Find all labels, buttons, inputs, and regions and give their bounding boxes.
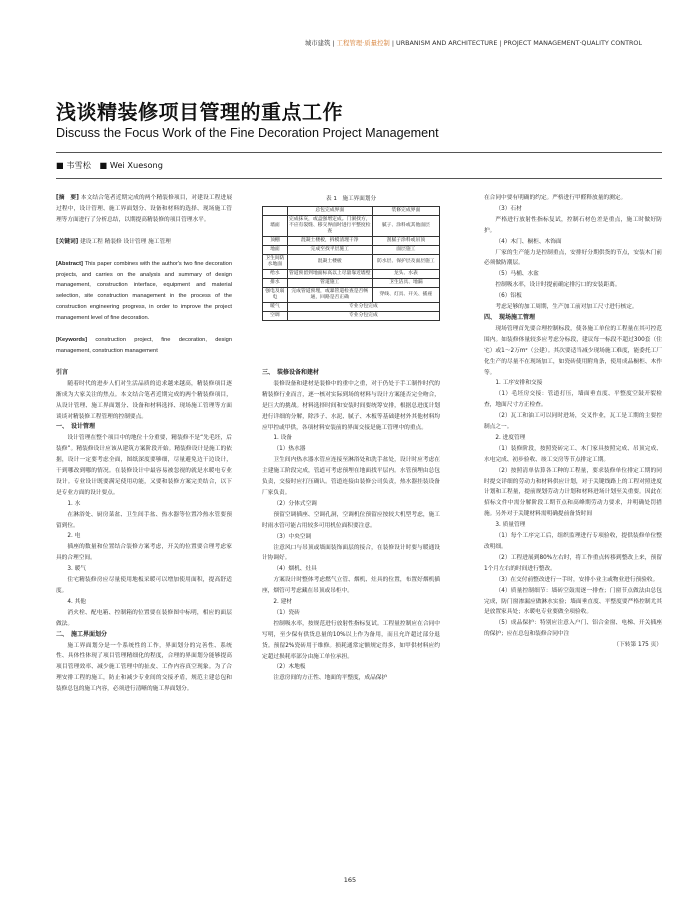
paragraph: 施工界面划分是一个系统性的工作，界面划分的完善性、系统性、具体性体现了项目管理精细化的程度，合理的界面划分能够提高项目管理效率、减少施工管理中的扯皮、工作内容真空现象。为了合理安排工程的施工，防止和减少专业间的交接矛盾，规范主建总包和装修总包的施工内容，必须进行清晰的施工界面划分。 [56,642,232,693]
header-journal: 城市建筑 [304,39,331,47]
paragraph: 控制吸水率，设计时提前确定排污口的安装距离。 [495,282,621,289]
table-row [263,255,440,270]
header-divider: | [332,39,335,47]
table-cell: 防水层、保护层及面层施工 [372,255,439,270]
table-header-cell: 总包完成界面 [287,207,372,216]
table-row [263,312,440,321]
column-middle [262,368,440,898]
paragraph: （2）按照清单估算各工种的工程量，要求装修单位排定工期的同时提交详细的劳动力和材料供应计划，对于关键线路上的工程对照进度计划和工程量，提前规划劳动力计划和材料进场计划至关重要。因此在招标文件中需分解阶段工期节点和高峰期劳动力要求，并明确处罚措施。另外对于关键材料需明确提前备货时间 [484,467,662,518]
header-column: 工程管理·质量控制 [336,39,390,47]
table-title: 表 1 施工界面划分 [325,196,377,202]
paragraph: 在合同中要有明确的约定。严格进行甲醛释放量的测定。 [484,195,627,201]
abstract-cn-label: [摘 要] [56,195,79,201]
table [262,206,440,321]
subheading: （4）木门、橱柜、木饰面 [495,238,562,245]
table-cell: 空调 [263,312,288,321]
paragraph: 现场管理首先要合理控制标段，使各施工单位的工程量在其可控范围内。如装修体量较多应考虑分标段，建议每一标段不超过300套（住宅）或1～2万m²（公建）。其次要适当减少现场施工难度，能委托工厂化生产的尽量不在现场加工，如瓷砖使用附角条，使用成品橱柜、木作等。 [484,325,662,376]
abstract-en [56,259,232,324]
table-cell: 强电及弱电 [263,288,288,303]
subheading: （5）马桶、水盆 [495,271,539,278]
paragraph: （2）工程进展到80%左右时，将工作重点转移到整改上来，预留1个月左右的时间进行整改。 [484,554,662,572]
table-cell: 面层施工 [372,246,439,255]
table-row [263,279,440,288]
keywords-cn-text: 建设工程 精装修 设计管理 施工管理 [80,238,171,245]
table-cell: 卫生间防水地面 [263,255,288,270]
abstract-en-text: This paper combines with the author's two fine decoration projects, and carries on the analysis and summary of design management, construction interface, equipment and material selection, site construction management in the process of the construction engineering progress, in order to improve the project management level of fine decoration. [56,260,232,322]
table-header-row [263,207,440,216]
subheading: （2）分体式空调 [273,500,317,507]
paragraph: （2）瓦工和油工可以同时进场，交叉作业，瓦工是工期的主要控制点之一。 [484,413,662,431]
table-row [263,270,440,279]
subheading: （6）铝板 [495,293,522,300]
subheading: 4. 其他 [67,598,86,605]
paragraph: 控制吸水率，按规范进行放射性指标复试。工程量控制应在合同中写明，至少保有供货总量的10%以上作为备用，而且允许超过部分退货。预留2%瓷砖用于维修。损耗通常定额规定得多，如甲供材料应约定超过损耗率部分由施工单位承担。 [262,620,440,660]
subheading: 2. 电 [67,533,81,540]
paragraph: （3）在交付前整改进行一手时，安排小业主或物业进行预验收。 [495,576,659,583]
keywords-en-label: [Keywords] [56,337,87,344]
table-cell: 给水 [263,270,288,279]
subheading: 1. 水 [67,500,81,507]
paragraph: 厂家的生产能力是控制重点，安排好分期供货的节点，安装木门前必须做防潮层。 [484,249,662,267]
table-cell: 管道施工 [287,279,372,288]
table-cell: 排水 [263,279,288,288]
author-marker-icon: ■ [99,160,108,170]
paragraph: （1）每个工序完工后，组织监理进行专项验收，提供装修单位整改明细。 [484,533,662,550]
header-divider: | [391,39,394,47]
table-cell: 完成至找平层施工 [287,246,372,255]
keywords-en [56,335,232,357]
subheading: （3）中央空调 [273,533,312,540]
table-cell: 混凝土楼板 [287,255,372,270]
subheading: （1）热水器 [273,446,306,453]
header-english: URBANISM AND ARCHITECTURE | PROJECT MANAGEMENT·QUALITY CONTROL [396,39,642,47]
subheading: 1. 设备 [273,435,292,442]
section-heading: 三、 装修设备和建材 [262,369,320,376]
paragraph: 卫生间内热水器水管应连接至淋浴处和洗手盆处，设计时应考虑在主建施工阶段完成，管道可考虑预埋在地面找平层内。水管预埋由总包负责，交接时应打压确认。管道连接由装修公司负责，热水器挂装设备厂家负责。 [262,457,440,496]
title-separator [56,152,662,153]
article-title-en: Discuss the Focus Work of the Fine Decoration Project Management [56,126,439,140]
paragraph: 考虑足够的加工周期，生产加工前对加工尺寸进行核定。 [495,304,638,311]
table-cell: 混凝土楼板，拆模清理干净 [287,237,372,246]
table-cell: 专业分包完成 [287,303,439,312]
section-heading: 四、 现场施工管理 [484,313,536,321]
paragraph: 插座的数量和位置结合装修方案考虑，开关的位置要合理考虑家具的合理空间。 [56,544,232,562]
article-title-cn: 浅谈精装修项目管理的重点工作 [56,100,343,124]
continued-note: （下转第 175 页） [613,642,662,649]
table-cell: 卫生洁具、地漏 [372,279,439,288]
paragraph: 消火栓、配电箱、控制箱的位置要在装修图中标明，相应的面层做法。 [56,609,232,627]
paragraph: （1）毛坯房交接：管道打压，墙面垂直度、平整度空鼓开裂检查，地面尺寸方正检查。 [484,391,662,409]
paragraph: （5）成品保护：特别应注意入户门、铝合金窗、电梯、开关插座的保护；应在总包和装修合同中注 [484,620,662,638]
table-cell: 专业分包完成 [287,312,439,321]
table-cell: 完成抹灰，或盒强增定成。门洞找方，不应有裂缝、移交界面时进行平整度检查 [287,216,372,237]
table-header-cell: 装修完成界面 [372,207,439,216]
subheading: 3. 质量管理 [495,522,526,529]
table-row [263,303,440,312]
table-cell: 穿线、灯具、开关、插座 [372,288,439,303]
paragraph: 严格进行放射性指标复试，控制石材色差是重点，施工时做好防护。 [484,216,662,234]
author-separator [56,178,662,179]
author-marker-icon: ■ [56,160,64,170]
table-interface-division [262,195,440,321]
author-en: Wei Xuesong [109,160,163,170]
paragraph: 设计管理在整个项目中的地位十分重要，精装修不是“先毛坯，后装修”。精装修设计应该从建筑方案阶段开始。精装修设计是施工的依据，设计一定要考虑全面，图纸深度要够细，尽量避免边干边设计，干到哪改到哪的情况。在装修设计中最容易被忽视的就是水暖电专业设计。专业设计既要满足使用功能，又要和装修方案完美结合，以下是专业方面的设计要点。 [56,435,232,496]
paragraph: 住宅精装修房应尽量使用地板采暖可以增加使用面积，提高舒适度。 [56,577,232,594]
table-corner-cell [263,207,288,216]
table-row [263,288,440,303]
subheading: 2. 进度管理 [495,434,526,441]
author-cn: 韦雪松 [66,160,91,170]
paragraph: 随着时代的进步人们对生活品质的追求越来越高，精装修项目逐渐成为大家关注的焦点。本文结合笔者近期完成的两个精装修项目，从设计管理、施工界面划分、设备和材料选择、现场施工管理等方面谈谈对精装修工程管理的控制要点。 [56,380,232,420]
paragraph: 注意房间的方正性、地面的平整度，成品保护 [273,675,388,682]
table-cell: 顶棚 [263,237,288,246]
table-cell: 腻子、涂料或其他面层 [372,216,439,237]
section-heading: 一、 设计管理 [56,423,96,431]
table-row [263,216,440,237]
paragraph: 在淋浴处、厨房菜盆、卫生间手盆、热水器等位置冷热水管要预留到位。 [56,511,232,529]
table-cell: 管道预留到地面标高以上尽量靠近墙壁 [287,270,372,279]
author-line [56,160,163,171]
paragraph: 注意风口与吊顶或墙面装饰面层的接合，在装修设计时要与暖通设计协调好。 [262,544,440,562]
table-cell: 刮腻子涂料或吊顶 [372,237,439,246]
table-cell: 暖气 [263,303,288,312]
subheading: 3. 暖气 [67,566,86,573]
page-number: 165 [343,876,357,884]
paragraph: 预留空调插座、空调孔洞，空调机位预留应按较大机型考虑，施工时雨水管可能占用较多可用机位面积要注意。 [262,511,440,529]
table-row [263,246,440,255]
section-heading: 二、 施工界面划分 [56,630,108,638]
section-heading: 引言 [56,368,69,376]
paragraph: （4）质量控制细节：墙砖空鼓需逐一排查；门窗节点做法由总包完成，防门窗渗漏应做淋水实验；墙面垂直度、平整度要严格控制尤其是放置家具处；水暖电专业要做全项验收。 [484,587,662,616]
paragraph: 装修设备和建材是装修中的重中之重，对于仍处于手工制作时代的精装修行业而言，逐一核对实际到场的材料与设计方案能否完全吻合，是巨大的挑战。材料选择时间和安装时间要统筹安排，根据总进度计划进行详细的分解，除涉子、水泥、腻子、木板等基础建材外其他材料均应甲控或甲供，各项材料安装前的界面交接是施工管理中的重点。 [262,380,440,431]
running-header [262,38,642,47]
paragraph: （1）装修阶段，按照瓷砖完工、木门家具按照完成、吊顶完成、水电完成、初步验收、竣工交房等节点排定工期。 [484,445,662,463]
subheading: （3）石材 [495,205,522,212]
subheading: （2）木地板 [273,664,306,671]
subheading: 1. 工序安排和交接 [495,380,543,387]
subheading: （4）烟机、灶具 [273,566,317,573]
table-cell: 地面 [263,246,288,255]
column-left [56,193,232,861]
subheading: （1）瓷砖 [273,609,300,616]
table-cell: 墙面 [263,216,288,237]
keywords-cn-label: [关键词] [56,238,79,245]
table-row [263,237,440,246]
abstract-cn [56,193,232,226]
keywords-cn [56,237,232,248]
column-right [484,193,662,898]
table-cell: 完成管道预埋，或暴管道检查是否畅通，回路是否正确 [287,288,372,303]
keywords-en-text: construction project, fine decoration, design management, construction management [56,337,232,354]
paragraph: 方案设计时整体考虑燃气立管、烟机、灶具的位置，布置好烟机插座，烟管可考虑藏在吊顶或吊柜中。 [262,577,440,595]
table-cell: 龙头、水表 [372,270,439,279]
subheading: 2. 建材 [273,599,292,606]
abstract-en-label: [Abstract] [56,260,83,267]
abstract-cn-text: 本文结合笔者近期完成的两个精装修项目，对建设工程进展过程中，设计管理、施工界面划分、设备和材料的选择、现场施工管理等方面进行了分析总结，以期提高精装修的项目管理水平。 [56,195,232,223]
